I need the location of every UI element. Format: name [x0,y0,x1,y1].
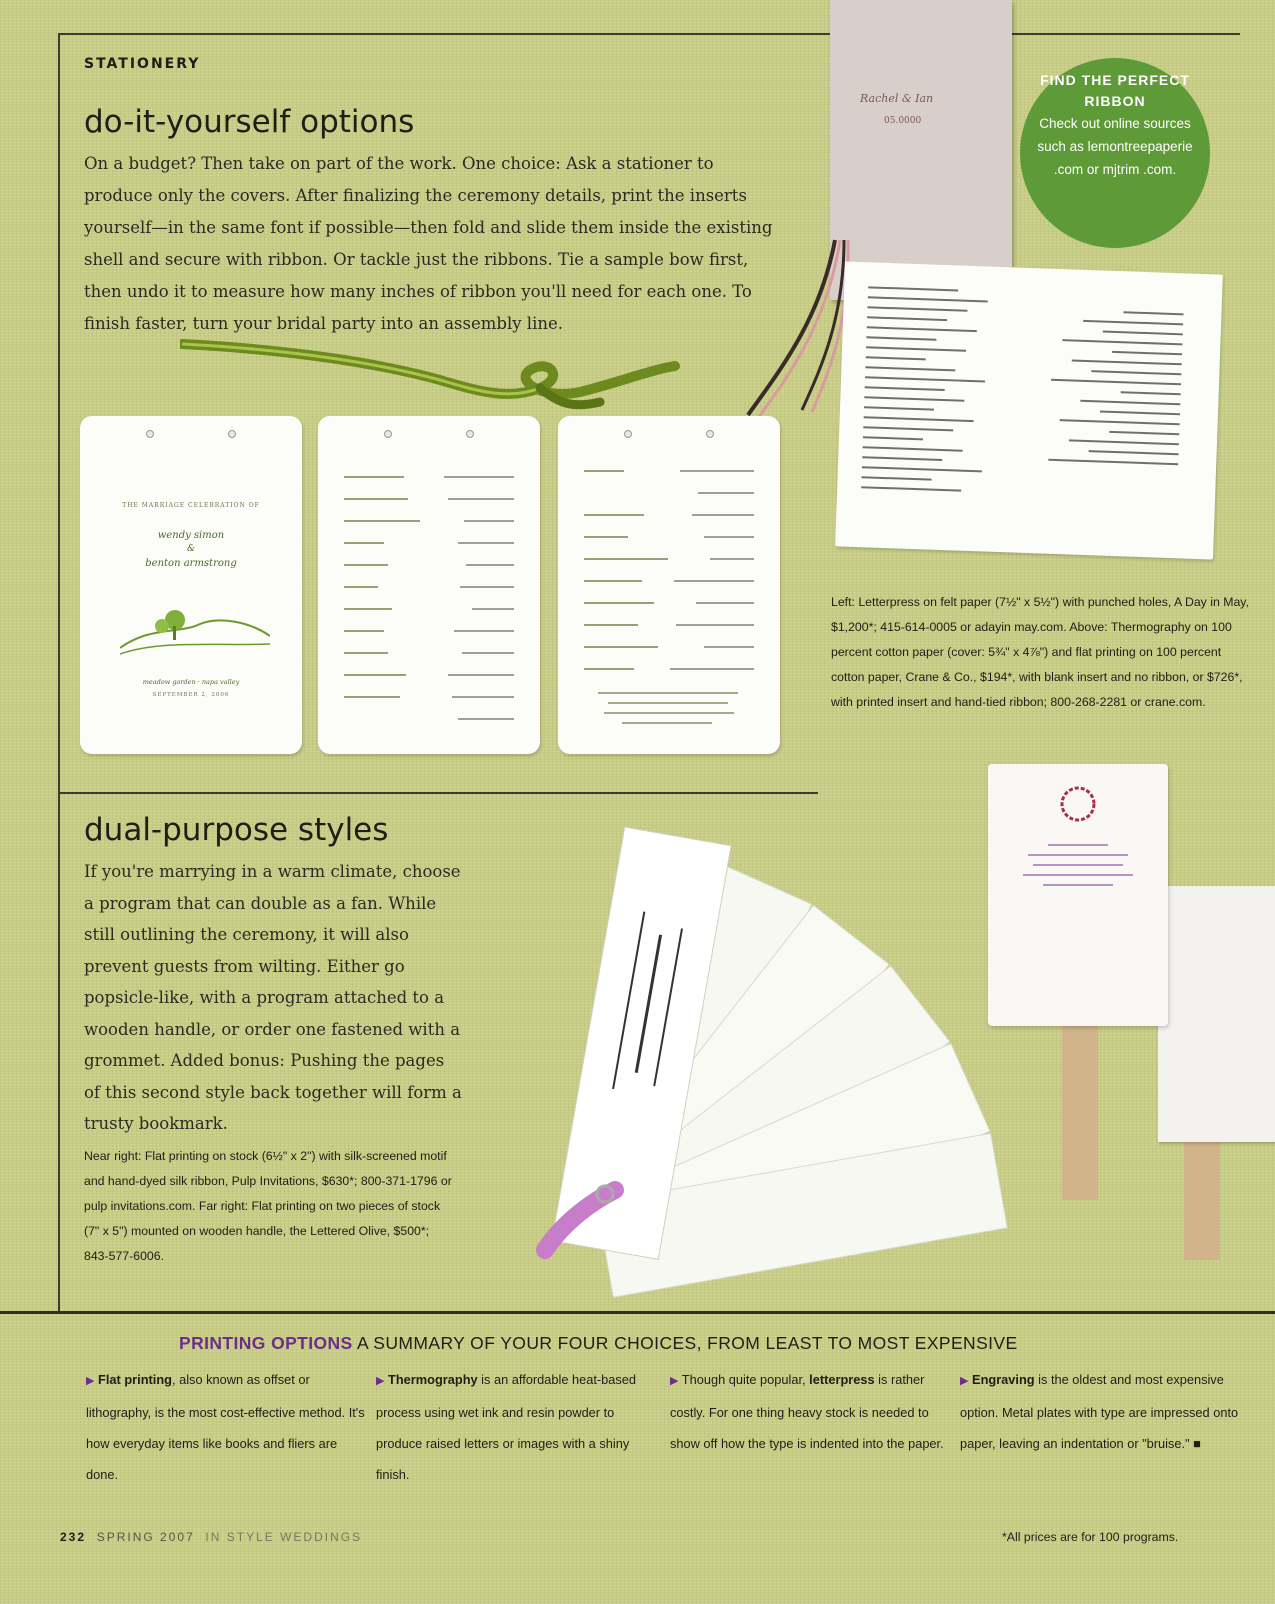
diy-body: On a budget? Then take on part of the work. One choice: Ask a stationer to produce only the covers. After finalizing the ceremony details, print the inserts yourself—in the same font if possible—then fold and slide them inside the existing shell and secure with ribbon. Or tackle just the ribbons. Tie a sample bow first, then undo it to measure how many inches of ribbon you'll need for each one. To finish faster, turn your bridal party into an assembly line. [84,154,773,333]
punched-hole [466,430,474,438]
punched-hole [384,430,392,438]
vineyard-illustration [120,596,270,656]
magazine-name: IN STYLE WEDDINGS [205,1530,363,1544]
paddle-fan-front-card [988,764,1168,1026]
monogram-wreath-icon [1056,782,1100,826]
card-name-1: wendy simon [157,530,225,541]
punched-hole [706,430,714,438]
triangle-bullet-icon: ▶ [670,1375,679,1387]
punched-hole [146,430,154,438]
sidebar-title: FIND THE PERFECT RIBBON [1040,72,1190,109]
fan-program-photo [455,780,1015,1300]
issue-name: SPRING 2007 [96,1530,195,1544]
diy-heading: do-it-yourself options [84,104,415,140]
card-name-2: benton armstrong [145,558,237,569]
triangle-bullet-icon: ▶ [376,1375,385,1387]
booklet-names: Rachel & Ian [860,92,934,105]
printing-options-label: PRINTING OPTIONS [179,1333,353,1353]
page-number: 232 [60,1530,87,1544]
green-ribbon-photo [180,330,680,410]
punched-hole [624,430,632,438]
punched-hole [228,430,236,438]
dual-heading: dual-purpose styles [84,812,389,848]
card-cover-date: SEPTEMBER 2, 2006 [152,692,230,698]
printing-options-subtitle: A SUMMARY OF YOUR FOUR CHOICES, FROM LEAST TO MOST EXPENSIVE [356,1333,1018,1353]
find-ribbon-sidebar [1020,58,1210,248]
letterpress-ceremony-card [558,416,780,754]
price-footnote: *All prices are for 100 programs. [1002,1530,1179,1544]
option-engraving: ▶ Engraving is the oldest and most expensive option. Metal plates with type are impressed onto paper, leaving an indentation or "bruise." ■ [960,1372,1239,1451]
option-flat-printing: ▶ Flat printing, also known as offset or lithography, is the most cost-effective method. It's how everyday items like books and fliers are done. [86,1372,365,1482]
paddle-fan-back-card [1158,886,1275,1142]
letterpress-cover-card [80,416,302,754]
section-label: STATIONERY [84,56,201,72]
caption-left-above: Left: Letterpress on felt paper (7½" x 5½") with punched holes, A Day in May, $1,200*; 415-614-0005 or adayin may.com. Above: Thermography on 100 percent cotton paper (cover: 5¾" x 4⅞") and flat printing on 100 percent cotton paper, Crane & Co., $194*, with blank insert and no ribbon, or $726*, with printed insert and hand-tied ribbon; 800-268-2281 or crane.com. [831,595,1249,709]
caption-near-far: Near right: Flat printing on stock (6½" x 2") with silk-screened motif and hand-dyed silk ribbon, Pulp Invitations, $630*; 800-371-1796 or pulp invitations.com. Far right: Flat printing on two pieces of stock (7" x 5") mounted on wooden handle, the Lettered Olive, $500*; 843-577-6006. [84,1149,452,1263]
card-cover-top: THE MARRIAGE CELEBRATION OF [122,502,260,509]
dual-body: If you're marrying in a warm climate, choose a program that can double as a fan. While still outlining the ceremony, it will also prevent guests from wilting. Either go popsicle-like, with a program attached to a wooden handle, or order one fastened with a grommet. Added bonus: Pushing the pages of this second style back together will form a trusty bookmark. [84,862,462,1133]
sidebar-body: Check out online sources such as lemontreepaperie .com or mjtrim .com. [1037,116,1193,177]
bottom-rule [0,1311,1275,1314]
printing-options-title [179,1333,1018,1354]
open-program-photo [835,261,1223,559]
option-letterpress: ▶ Though quite popular, letterpress is rather costly. For one thing heavy stock is needed to show off how the type is indented into the paper. [670,1372,944,1451]
triangle-bullet-icon: ▶ [960,1375,969,1387]
booklet-date: 05.0000 [884,116,922,126]
page-folio [60,1530,362,1544]
option-thermography: ▶ Thermography is an affordable heat-based process using wet ink and resin powder to produce raised letters or images with a shiny finish. [376,1372,637,1482]
card-cover-bottom: meadow garden · napa valley [142,678,240,686]
letterpress-program-card [318,416,540,754]
card-name-amp: & [186,544,195,554]
triangle-bullet-icon: ▶ [86,1375,95,1387]
